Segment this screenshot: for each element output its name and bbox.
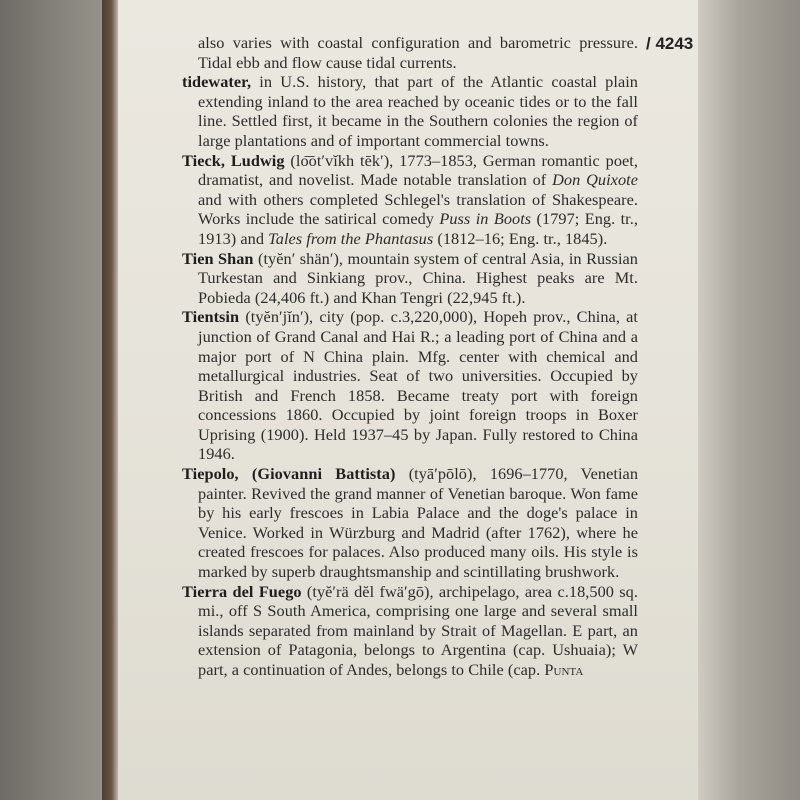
entry-body: (1797; Eng. tr., 1913) and [198, 209, 638, 248]
entry-headword: Tiepolo, (Giovanni Battista) [182, 464, 396, 484]
book-page [118, 0, 698, 800]
entry-tieck [182, 151, 638, 249]
entry-body: mountain system of central Asia, in Russian Turkestan and Sinkiang prov., China. Highest peaks are Mt. Pobieda (24,406 ft.) and Khan Tengri (22,945 ft.). [198, 248, 638, 307]
entry-headword: Tieck, Ludwig [182, 150, 285, 170]
entry-tientsin [182, 307, 638, 464]
entry-body: 1696–1770, Venetian painter. Revived the grand manner of Venetian baroque. Won fame by his early frescoes in Labia Palace and the doge's palace in Venice. Worked in Würzburg and Madrid (after 1762), where he created frescoes for palaces. Also produced many oils. His style is marked by superb draughtsmanship and scintillating brushwork. [198, 464, 639, 582]
entry-body: archipelago, area c.18,500 sq. mi., off S South America, comprising one large and several small islands separated from mainland by Strait of Magellan. E part, an extension of Patagonia, belongs to Argentina (cap. Ushuaia); W part, a continuation of Andes, belongs to Chile (cap. [198, 581, 638, 679]
entry-headword: Tientsin [182, 307, 240, 327]
entry-body: 1773–1853, German romantic poet, dramatist, and novelist. Made notable translation of [198, 150, 639, 190]
entry-tidewater [182, 72, 638, 150]
entry-body: city (pop. c.3,220,000), Hopeh prov., China, at junction of Grand Canal and Hai R.; a leading port of China and a major port of N China plain. Mfg. center with chemical and metallurgical industries. Seat of two universities. Occupied by British and French 1858. Became treaty port with foreign concessions 1860. Occupied by joint foreign troops in Boxer Uprising (1900). Held 1937–45 by Japan. Fully restored to China 1946. [198, 307, 638, 464]
page-number: / 4243 [646, 34, 694, 53]
entry-pronunciation: (tyĕn′jĭn′), [239, 307, 314, 327]
entry-headword: Tien Shan [182, 248, 254, 268]
entry-headword: Tierra del Fuego [182, 581, 302, 601]
continuation-text: also varies with coastal configuration and barometric pressure. Tidal ebb and flow cause tidal currents. [198, 33, 638, 72]
entry-italic-title: Don Quixote [552, 170, 638, 190]
entry-headword: tidewater, [182, 72, 252, 92]
entry-tiepolo [182, 464, 638, 582]
entry-body: and with others completed Schlegel's translation of Shakespeare. Works include the satirical comedy [198, 189, 638, 229]
entry-italic-title: Puss in Boots [439, 209, 532, 229]
entry-tien-shan [182, 249, 638, 308]
entry-smallcaps: Punta [544, 660, 584, 679]
entry-italic-title: Tales from the Phantasus [268, 228, 434, 248]
entry-body: (1812–16; Eng. tr., 1845). [433, 228, 608, 248]
text-column [182, 33, 638, 680]
table-surface-left [0, 0, 118, 800]
entry-pronunciation: (tyĕ′rä dĕl fwä′gō), [301, 581, 434, 601]
entry-tierra-del-fuego [182, 582, 638, 680]
entry-pronunciation: (tyā′pōlō), [395, 464, 477, 484]
entry-pronunciation: (lo͞ot′vĭkh tēk′), [284, 150, 394, 170]
entry-pronunciation: (tyĕn′ shän′), [253, 248, 344, 268]
page-edge-right [698, 0, 800, 800]
book-spine [102, 0, 118, 800]
entry-body: in U.S. history, that part of the Atlantic coastal plain extending inland to the area reached by oceanic tides or to the fall line. Settled first, it became in the Southern colonies the region of large plantations and of important commercial towns. [198, 72, 638, 150]
